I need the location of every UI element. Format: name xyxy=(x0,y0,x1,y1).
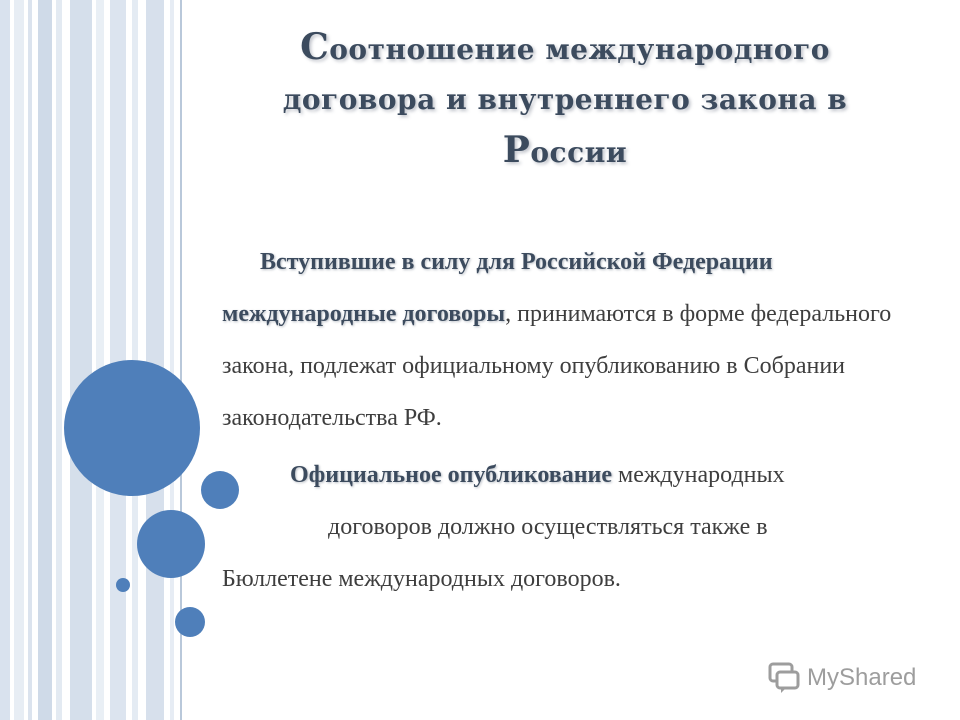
decor-stripe xyxy=(70,0,92,720)
decor-stripe xyxy=(38,0,52,720)
paragraph-2 xyxy=(222,449,922,605)
decor-circle-medium xyxy=(137,510,205,578)
watermark-logo xyxy=(767,658,937,698)
title-line2: договора и внутреннего закона в xyxy=(282,83,848,116)
highlight-text: Официальное опубликование xyxy=(290,462,612,488)
decor-stripe xyxy=(170,0,174,720)
paragraph-text: Бюллетене международных договоров. xyxy=(222,566,621,592)
decor-stripe xyxy=(56,0,62,720)
paragraph-text: договоров должно осуществляться также в xyxy=(328,514,768,540)
decor-stripe xyxy=(28,0,32,720)
slide-title xyxy=(215,22,915,178)
highlight-text: международные договоры xyxy=(222,301,506,327)
decor-circle-small xyxy=(175,607,205,637)
title-initial: С xyxy=(300,26,330,68)
paragraph-1 xyxy=(222,236,922,444)
title-line3: оссии xyxy=(530,136,628,169)
decor-stripe xyxy=(14,0,24,720)
slide-body xyxy=(222,236,922,605)
title-line1: оотношение международного xyxy=(329,33,830,66)
title-initial: Р xyxy=(502,129,531,171)
paragraph-text: , принимаются в форме федерального закона, подлежат официальному опубликованию в Собрании законодательства РФ. xyxy=(222,301,892,431)
chat-bubbles-icon xyxy=(767,661,801,695)
decor-stripe xyxy=(146,0,164,720)
decor-stripe xyxy=(0,0,10,720)
decor-circle-large xyxy=(64,360,200,496)
decor-stripe xyxy=(96,0,104,720)
watermark-text: MyShared xyxy=(807,664,917,691)
paragraph-text: международных xyxy=(612,462,785,488)
decor-circle-small xyxy=(116,578,130,592)
highlight-text: Вступившие в силу для Российской Федерации xyxy=(260,249,773,275)
